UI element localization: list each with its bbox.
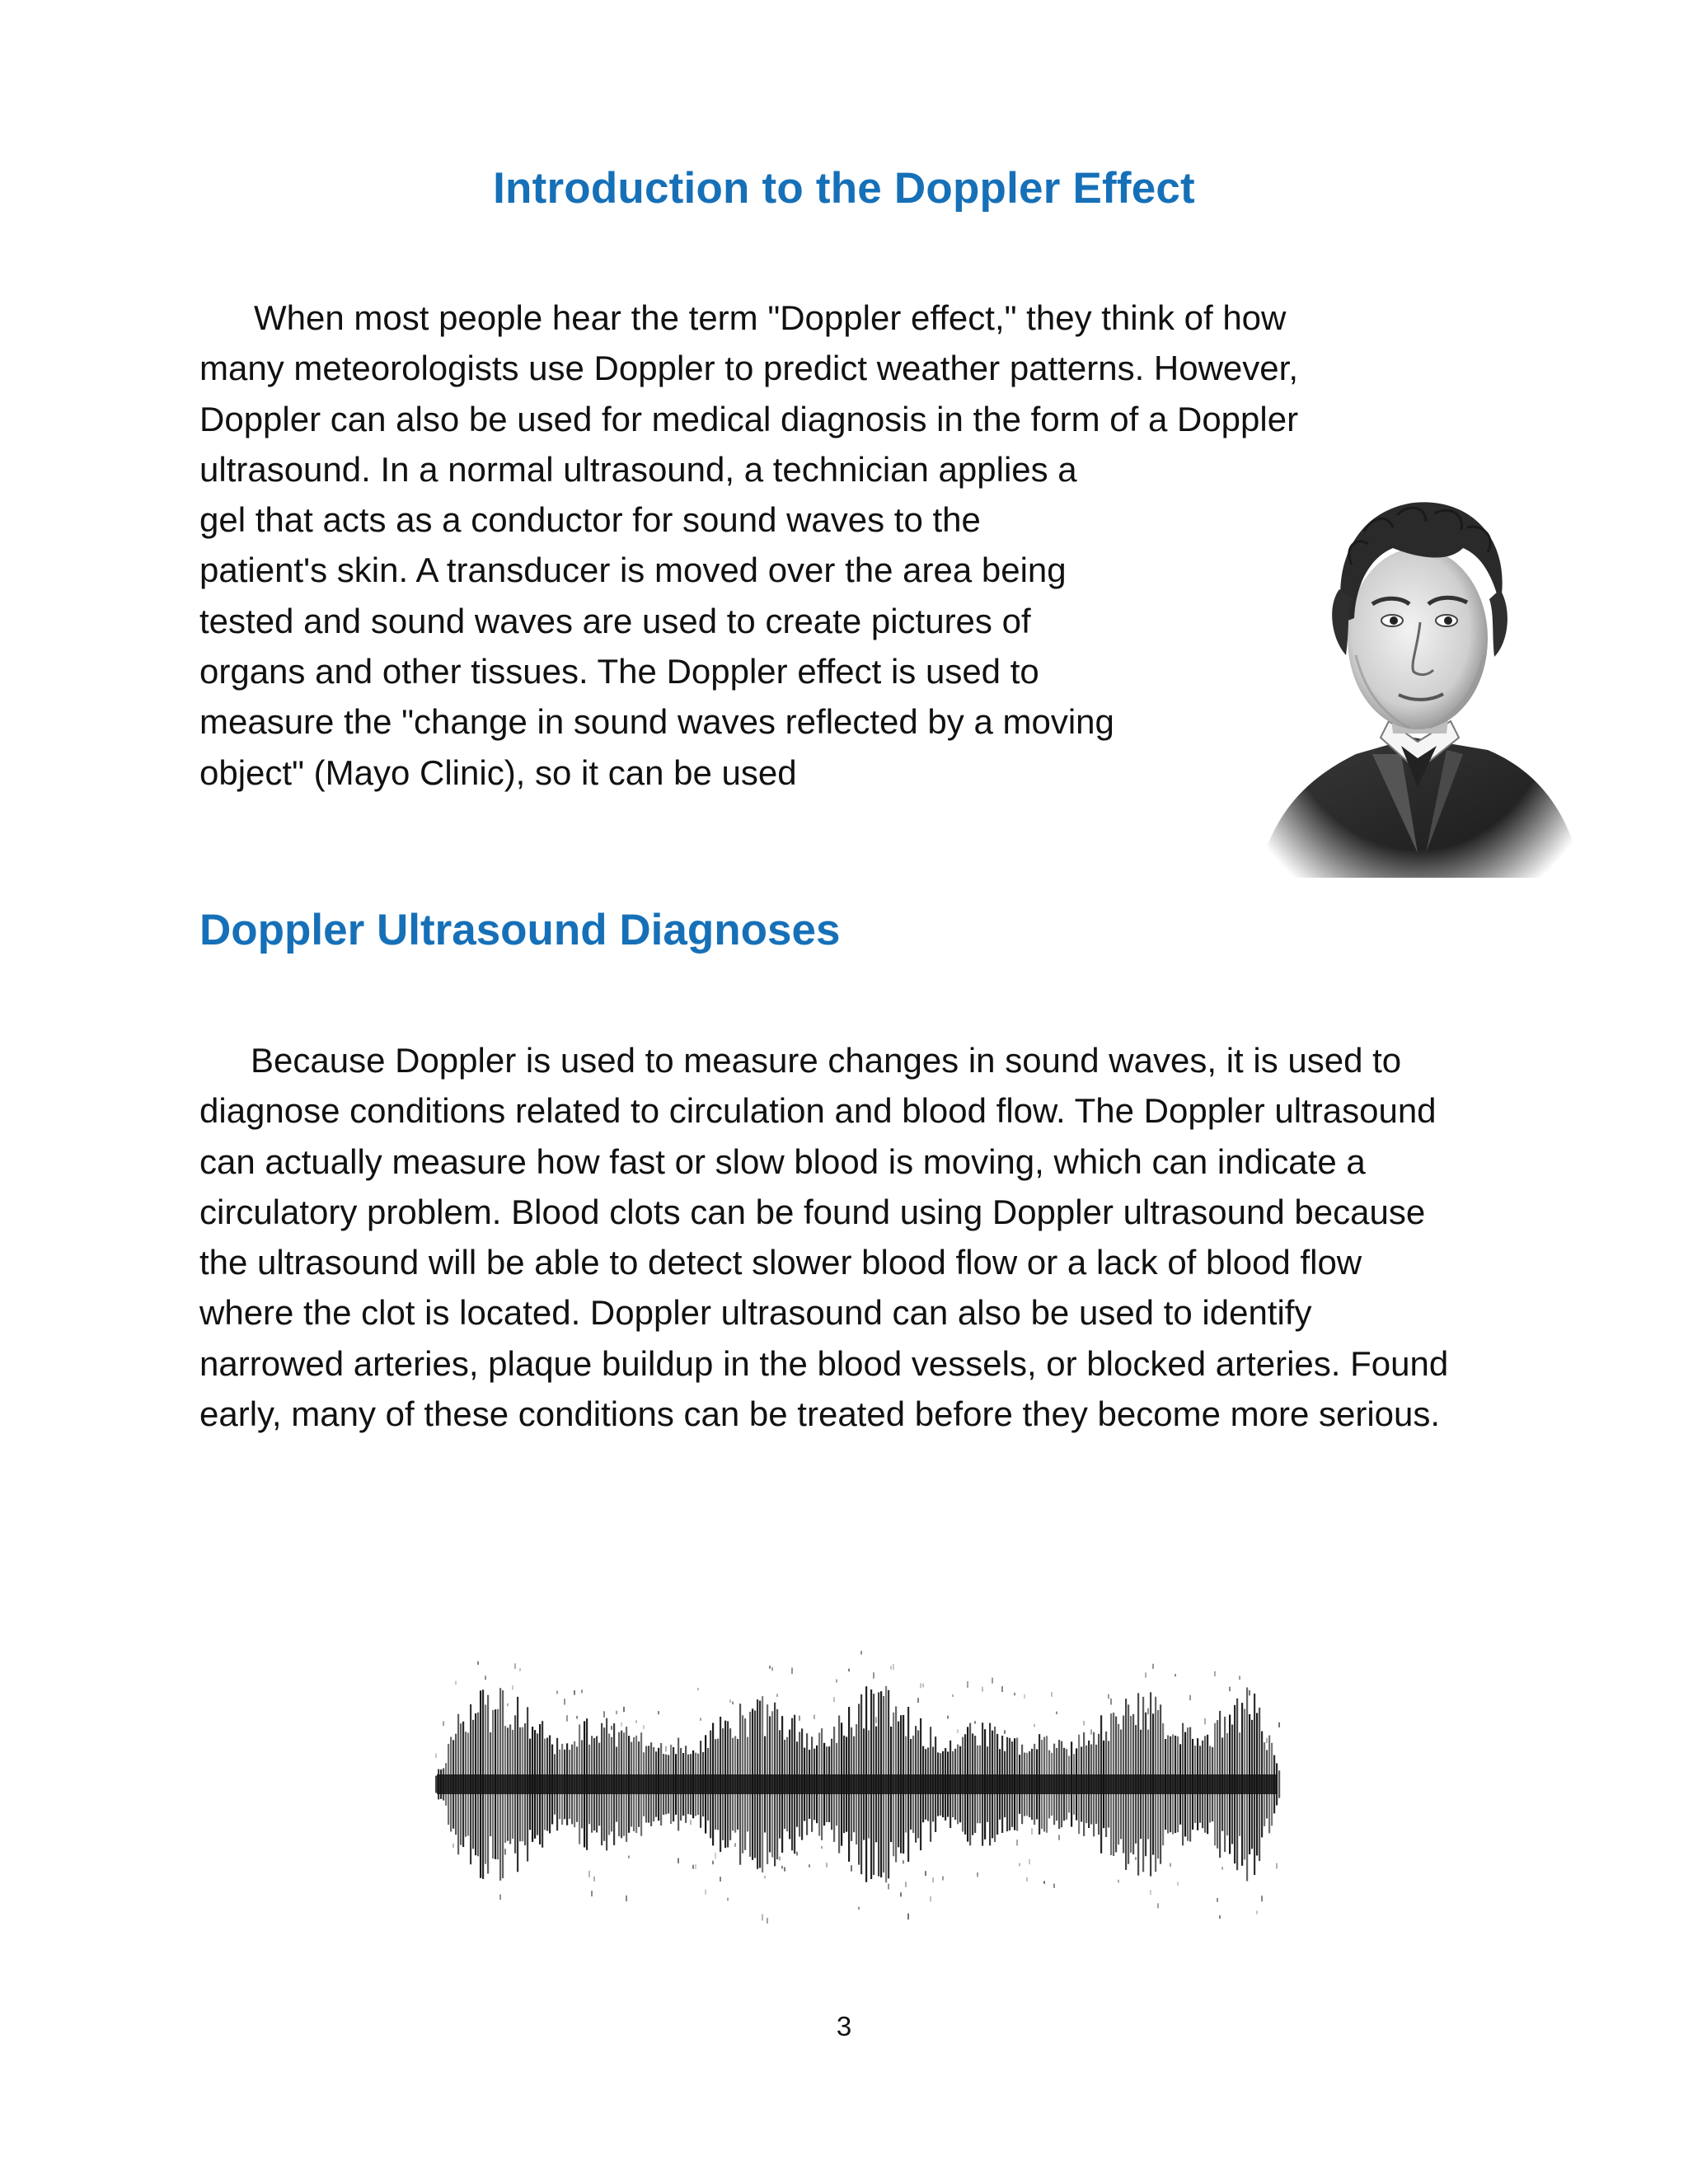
diagnoses-line: early, many of these conditions can be treated before they become more serious. [199,1394,1441,1434]
diagnoses-line: can actually measure how fast or slow blood is moving, which can indicate a [199,1141,1366,1181]
intro-line: tested and sound waves are used to create pictures of [199,601,1031,640]
diagnoses-paragraph [199,1035,1448,1439]
diagnoses-line: narrowed arteries, plaque buildup in the blood vessels, or blocked arteries. Found [199,1343,1449,1383]
intro-line: gel that acts as a conductor for sound waves to the [199,500,981,540]
intro-line: object" (Mayo Clinic), so it can be used [199,752,797,792]
page-number: 3 [836,2011,852,2041]
page-title: Introduction to the Doppler Effect [493,164,1195,213]
intro-line: patient's skin. A transducer is moved over the area being [199,551,1067,590]
section-heading: Doppler Ultrasound Diagnoses [199,906,841,954]
intro-line: measure the "change in sound waves reflected by a moving [199,702,1114,742]
portrait-image [1249,466,1587,886]
diagnoses-line: circulatory problem. Blood clots can be found using Doppler ultrasound because [199,1192,1426,1231]
diagnoses-line: the ultrasound will be able to detect slower blood flow or a lack of blood flow [199,1243,1362,1282]
diagnoses-line: diagnose conditions related to circulation and blood flow. The Doppler ultrasound [199,1091,1437,1131]
diagnoses-line: where the clot is located. Doppler ultrasound can also be used to identify [199,1293,1312,1333]
intro-line: Doppler can also be used for medical diagnosis in the form of a Doppler [199,399,1299,438]
intro-line: organs and other tissues. The Doppler effect is used to [199,652,1039,691]
intro-line: When most people hear the term "Doppler effect," they think of how [254,298,1287,337]
intro-paragraph [199,293,1298,798]
intro-line: ultrasound. In a normal ultrasound, a technician applies a [199,449,1077,489]
waveform-image [429,1624,1286,1945]
diagnoses-line: Because Doppler is used to measure changes in sound waves, it is used to [251,1041,1402,1080]
intro-line: many meteorologists use Doppler to predict weather patterns. However, [199,349,1298,388]
